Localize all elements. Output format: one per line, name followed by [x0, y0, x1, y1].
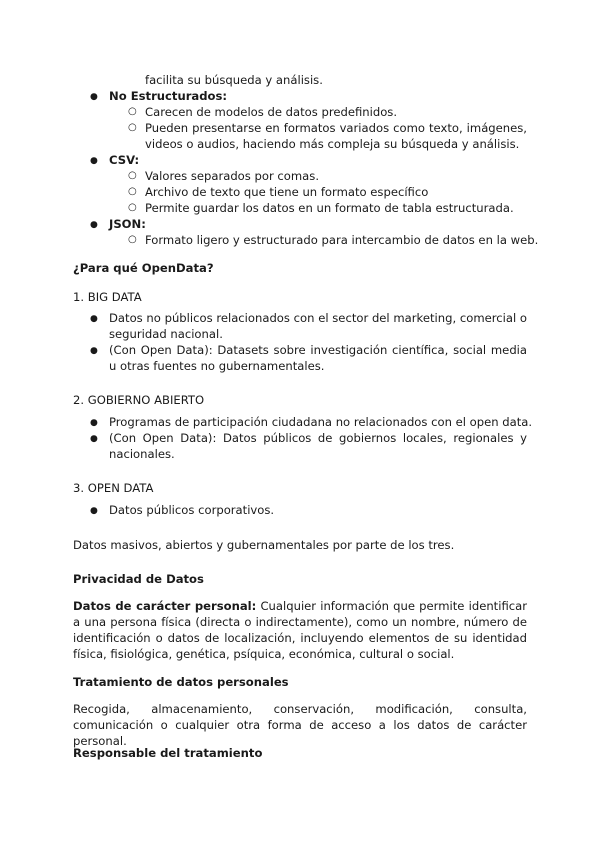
list-item: (Con Open Data): Datos públicos de gobiernos locales, regionales y nacionales. [109, 431, 527, 461]
circle-bullet-icon: ○ [128, 202, 137, 213]
bullet-icon: ● [90, 418, 98, 428]
circle-bullet-icon: ○ [128, 106, 137, 117]
bullet-icon: ● [90, 314, 98, 324]
format-label-json: JSON: [109, 217, 146, 231]
subitem-text: Permite guardar los datos en un formato de tabla estructurada. [145, 201, 514, 215]
subitem-text: Carecen de modelos de datos predefinidos. [145, 105, 398, 119]
format-label-unstructured: No Estructurados: [109, 89, 228, 103]
summary-text: Datos masivos, abiertos y gubernamentales por parte de los tres. [73, 538, 455, 552]
subitem-text: Pueden presentarse en formatos variados como texto, imágenes, videos o audios, haciendo más compleja su búsqueda y análisis. [145, 121, 527, 151]
list-item: Programas de participación ciudadana no relacionados con el open data. [109, 415, 533, 429]
list-item: (Con Open Data): Datasets sobre investigación científica, social media u otras fuentes no gubernamentales. [109, 343, 527, 373]
list-item: Datos públicos corporativos. [109, 503, 275, 517]
bullet-icon: ● [90, 434, 98, 444]
section-heading-privacy: Privacidad de Datos [73, 572, 204, 586]
personal-data-definition: Cualquier información que permite identificar a una persona física (directa o indirectamente), como un nombre, número de identificación o datos de localización, incluyendo elementos de su identidad física, fisiológica, genética, psíquica, económica, cultural o social. [73, 599, 527, 661]
subsection-title-open-government: 2. GOBIERNO ABIERTO [73, 393, 205, 407]
subsection-title-big-data: 1. BIG DATA [73, 290, 142, 304]
bullet-icon: ● [90, 506, 98, 516]
circle-bullet-icon: ○ [128, 234, 137, 245]
section-heading-opendata: ¿Para qué OpenData? [73, 261, 214, 275]
continued-subitem-text: facilita su búsqueda y análisis. [145, 73, 323, 87]
bullet-icon: ● [90, 346, 98, 356]
bullet-icon: ● [90, 92, 98, 102]
circle-bullet-icon: ○ [128, 170, 137, 181]
section-heading-responsible: Responsable del tratamiento [73, 746, 263, 760]
subitem-text: Formato ligero y estructurado para intercambio de datos en la web. [145, 233, 539, 247]
personal-data-term: Datos de carácter personal: [73, 599, 257, 613]
subitem-text: Archivo de texto que tiene un formato específico [145, 185, 429, 199]
list-item: Datos no públicos relacionados con el sector del marketing, comercial o seguridad nacional. [109, 311, 527, 341]
personal-data-paragraph [73, 598, 527, 662]
treatment-paragraph: Recogida, almacenamiento, conservación, modificación, consulta, comunicación o cualquier otra forma de acceso a los datos de carácter personal. [73, 702, 527, 748]
bullet-icon: ● [90, 220, 98, 230]
subsection-title-open-data: 3. OPEN DATA [73, 481, 154, 495]
circle-bullet-icon: ○ [128, 122, 137, 133]
bullet-icon: ● [90, 156, 98, 166]
format-label-csv: CSV: [109, 153, 140, 167]
subitem-text: Valores separados por comas. [145, 169, 320, 183]
circle-bullet-icon: ○ [128, 186, 137, 197]
section-heading-treatment: Tratamiento de datos personales [73, 675, 289, 689]
